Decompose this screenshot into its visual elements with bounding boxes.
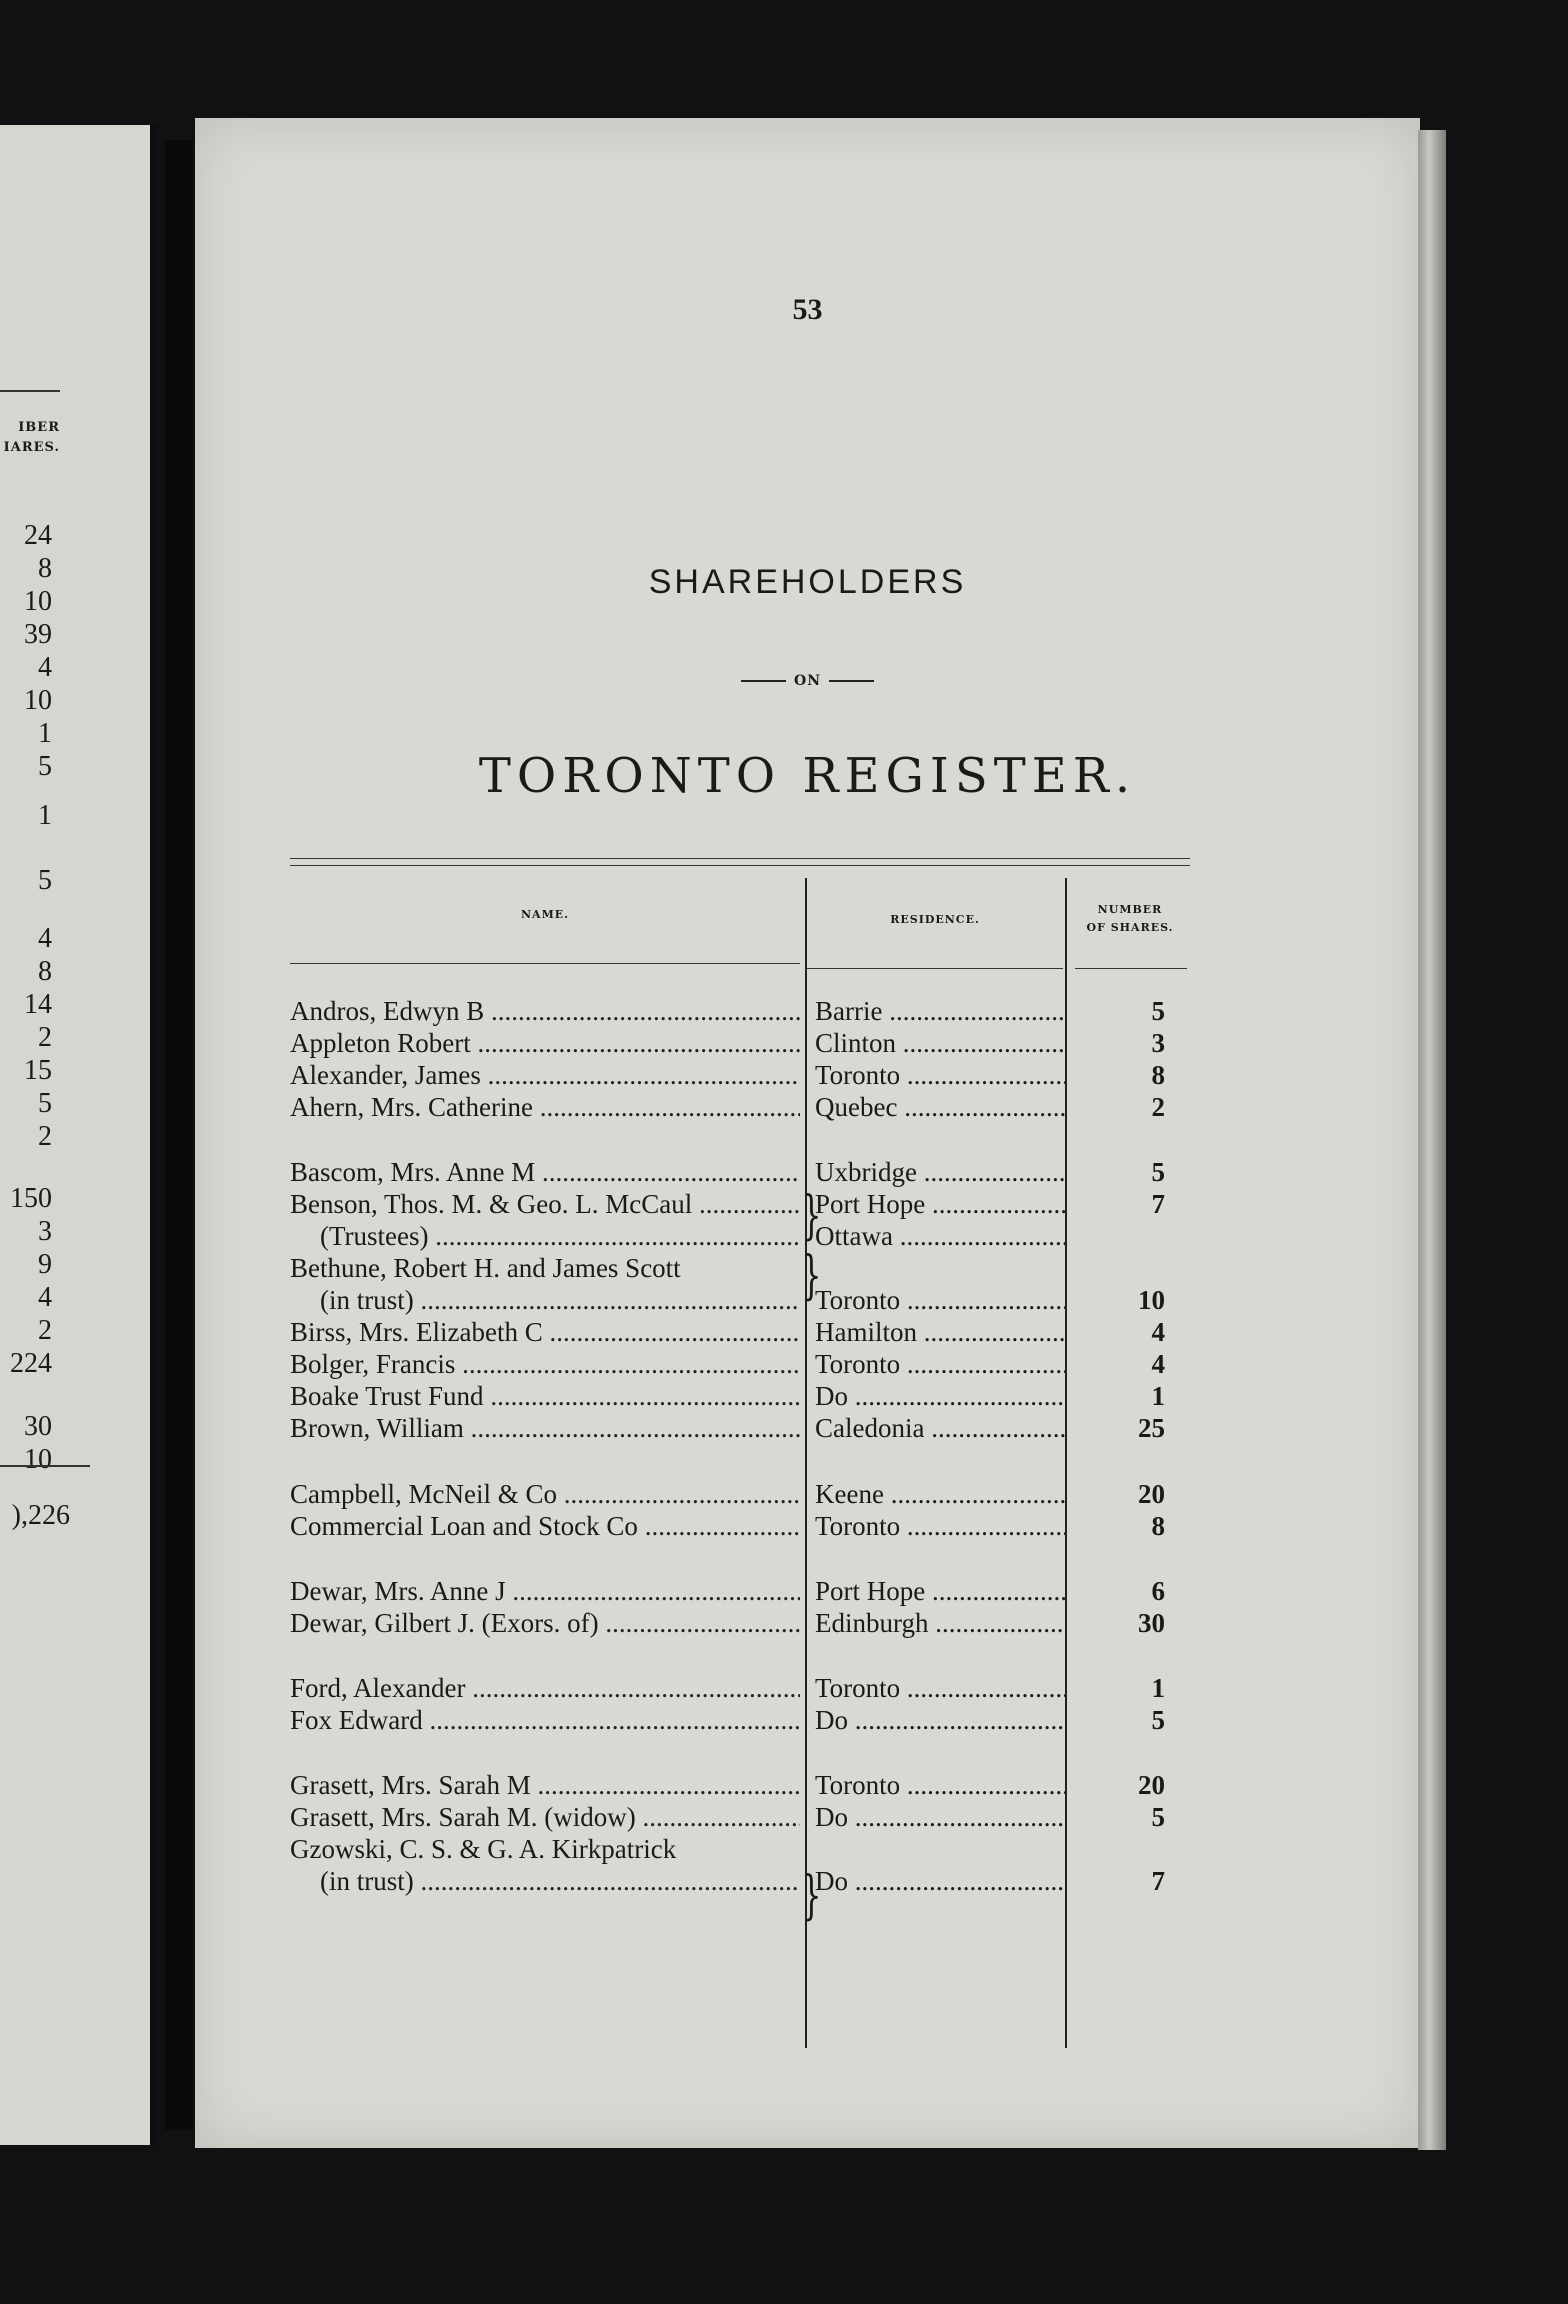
shareholder-residence: Port Hope .....: [815, 1188, 1065, 1220]
shareholder-shares: 8: [1151, 1511, 1165, 1541]
left-share-number: 10: [24, 685, 52, 716]
table-row: [290, 1672, 1190, 1704]
page-edge: [1418, 130, 1446, 2150]
previous-page-fragment: [0, 125, 156, 2145]
column-header-name: NAME.: [521, 908, 569, 921]
shareholder-shares: 5: [1151, 996, 1165, 1026]
shareholder-name: Ahern, Mrs. Catherine .....: [290, 1091, 800, 1123]
shareholder-shares: 4: [1151, 1349, 1165, 1379]
shareholder-name: Benson, Thos. M. & Geo. L. McCaul .....: [290, 1188, 800, 1220]
shareholder-name: Bethune, Robert H. and James Scott: [290, 1253, 681, 1283]
column-header-residence: RESIDENCE.: [890, 913, 980, 926]
table-row: [290, 1704, 1190, 1736]
connector-dash-right: [829, 680, 874, 682]
left-share-number: 150: [10, 1183, 52, 1214]
connector-word: ON: [794, 673, 821, 689]
left-share-number: 4: [38, 652, 52, 683]
shareholder-name: Fox Edward .....: [290, 1704, 800, 1736]
table-row: [290, 1284, 1190, 1316]
table-row: [290, 1316, 1190, 1348]
table-row: [290, 1027, 1190, 1059]
left-total: ),226: [11, 1500, 70, 1531]
shareholder-shares: 5: [1151, 1157, 1165, 1187]
left-share-number: 10: [24, 586, 52, 617]
table-row: [290, 1801, 1190, 1833]
table-row: [290, 1607, 1190, 1639]
shareholder-shares: 20: [1138, 1770, 1165, 1800]
shareholder-name: (in trust) .....: [290, 1284, 800, 1316]
shareholder-name: Bolger, Francis .....: [290, 1348, 800, 1380]
page-number: 53: [792, 293, 823, 326]
shareholder-name: Alexander, James .....: [290, 1059, 800, 1091]
left-share-number: 39: [24, 619, 52, 650]
shareholder-shares: 7: [1151, 1189, 1165, 1219]
shareholder-name: Commercial Loan and Stock Co .....: [290, 1510, 800, 1542]
table-row: [290, 1769, 1190, 1801]
shareholder-name: Brown, William .....: [290, 1412, 800, 1444]
left-share-number: 30: [24, 1411, 52, 1442]
shareholder-shares: 10: [1138, 1285, 1165, 1315]
left-share-number: 5: [38, 751, 52, 782]
shareholder-residence: Toronto .....: [815, 1510, 1065, 1542]
left-share-number: 5: [38, 1088, 52, 1119]
left-share-number: 1: [38, 718, 52, 749]
shareholder-residence: Hamilton .....: [815, 1316, 1065, 1348]
left-share-number: 8: [38, 553, 52, 584]
shareholder-name: Gzowski, C. S. & G. A. Kirkpatrick: [290, 1834, 677, 1864]
left-share-number: 8: [38, 956, 52, 987]
table-row: [290, 1865, 1190, 1897]
title-connector: [195, 673, 1420, 689]
left-header-line2: IARES.: [3, 440, 60, 455]
shareholder-residence: Barrie .....: [815, 995, 1065, 1027]
shareholder-name: Grasett, Mrs. Sarah M. (widow) .....: [290, 1801, 800, 1833]
left-share-number: 2: [38, 1121, 52, 1152]
shareholder-shares: 8: [1151, 1060, 1165, 1090]
column-header-shares-line1: NUMBER: [1097, 903, 1163, 916]
left-header-rule: [0, 390, 60, 392]
column-header-shares-line2: OF SHARES.: [1086, 921, 1174, 934]
table-row: [290, 1059, 1190, 1091]
shareholder-name: (Trustees) .....: [290, 1220, 800, 1252]
register-title: TORONTO REGISTER.: [478, 748, 1137, 804]
left-share-number: 2: [38, 1315, 52, 1346]
shareholder-residence: Do .....: [815, 1801, 1065, 1833]
table-top-double-rule: [290, 858, 1190, 872]
left-share-number: 9: [38, 1249, 52, 1280]
shareholder-shares: 6: [1151, 1576, 1165, 1606]
table-row: [290, 1188, 1190, 1220]
residence-header-rule: [807, 968, 1063, 969]
shareholder-shares: 3: [1151, 1028, 1165, 1058]
brace-benson: }: [801, 1186, 822, 1246]
table-row: [290, 1380, 1190, 1412]
shareholder-residence: Toronto .....: [815, 1348, 1065, 1380]
left-share-number: 2: [38, 1022, 52, 1053]
shareholder-residence: Toronto .....: [815, 1672, 1065, 1704]
table-row: [290, 1091, 1190, 1123]
shareholder-residence: Toronto .....: [815, 1769, 1065, 1801]
left-share-number: 224: [10, 1348, 52, 1379]
left-share-number: 14: [24, 989, 52, 1020]
shareholder-residence: Do .....: [815, 1704, 1065, 1736]
table-row: [290, 1252, 1190, 1284]
shareholder-residence: Toronto .....: [815, 1284, 1065, 1316]
brace-gzowski: }: [801, 1866, 822, 1926]
page-title: SHAREHOLDERS: [648, 563, 967, 601]
name-header-rule: [290, 963, 800, 964]
shareholder-residence: Do .....: [815, 1380, 1065, 1412]
left-share-number: 15: [24, 1055, 52, 1086]
shareholder-residence: Quebec .....: [815, 1091, 1065, 1123]
table-row: [290, 995, 1190, 1027]
table-row: [290, 1220, 1190, 1252]
shareholder-shares: 1: [1151, 1381, 1165, 1411]
shareholder-name: Campbell, McNeil & Co .....: [290, 1478, 800, 1510]
left-share-number: 1: [38, 800, 52, 831]
shareholder-name: Boake Trust Fund .....: [290, 1380, 800, 1412]
shareholder-residence: Port Hope .....: [815, 1575, 1065, 1607]
left-share-number: 10: [24, 1444, 52, 1475]
shareholder-residence: Clinton .....: [815, 1027, 1065, 1059]
shareholder-shares: 4: [1151, 1317, 1165, 1347]
left-share-number: 4: [38, 923, 52, 954]
shareholder-shares: 30: [1138, 1608, 1165, 1638]
table-row: [290, 1510, 1190, 1542]
shareholder-name: Andros, Edwyn B .....: [290, 995, 800, 1027]
shares-header-rule: [1075, 968, 1187, 969]
shareholder-name: Grasett, Mrs. Sarah M .....: [290, 1769, 800, 1801]
shareholder-name: Dewar, Gilbert J. (Exors. of) .....: [290, 1607, 800, 1639]
shareholder-shares: 5: [1151, 1705, 1165, 1735]
shareholder-shares: 20: [1138, 1479, 1165, 1509]
left-share-number: 24: [24, 520, 52, 551]
binding-gutter: [165, 140, 193, 2130]
shareholder-residence: Ottawa .....: [815, 1220, 1065, 1252]
table-row: [290, 1478, 1190, 1510]
shareholder-residence: Toronto .....: [815, 1059, 1065, 1091]
left-share-number: 3: [38, 1216, 52, 1247]
shareholder-name: (in trust) .....: [290, 1865, 800, 1897]
shareholder-residence: Do .....: [815, 1865, 1065, 1897]
brace-bethune: }: [801, 1246, 822, 1306]
left-header-line1: IBER: [18, 420, 60, 435]
shareholder-name: Bascom, Mrs. Anne M .....: [290, 1156, 800, 1188]
register-page: [195, 118, 1420, 2148]
shareholder-shares: 5: [1151, 1802, 1165, 1832]
shareholder-residence: Edinburgh .....: [815, 1607, 1065, 1639]
shareholder-shares: 25: [1138, 1413, 1165, 1443]
shareholder-name: Appleton Robert .....: [290, 1027, 800, 1059]
table-row: [290, 1575, 1190, 1607]
shareholder-shares: 7: [1151, 1866, 1165, 1896]
shareholder-name: Dewar, Mrs. Anne J .....: [290, 1575, 800, 1607]
table-row: [290, 1156, 1190, 1188]
shareholder-residence: Caledonia .....: [815, 1412, 1065, 1444]
shareholder-shares: 2: [1151, 1092, 1165, 1122]
connector-dash-left: [741, 680, 786, 682]
table-row: [290, 1412, 1190, 1444]
table-row: [290, 1833, 1190, 1865]
shareholder-residence: Keene .....: [815, 1478, 1065, 1510]
shareholder-residence: Uxbridge .....: [815, 1156, 1065, 1188]
shareholder-name: Birss, Mrs. Elizabeth C .....: [290, 1316, 800, 1348]
left-share-number: 4: [38, 1282, 52, 1313]
shareholder-name: Ford, Alexander .....: [290, 1672, 800, 1704]
table-row: [290, 1348, 1190, 1380]
left-share-number: 5: [38, 865, 52, 896]
left-total-rule: [0, 1465, 90, 1467]
shareholder-shares: 1: [1151, 1673, 1165, 1703]
